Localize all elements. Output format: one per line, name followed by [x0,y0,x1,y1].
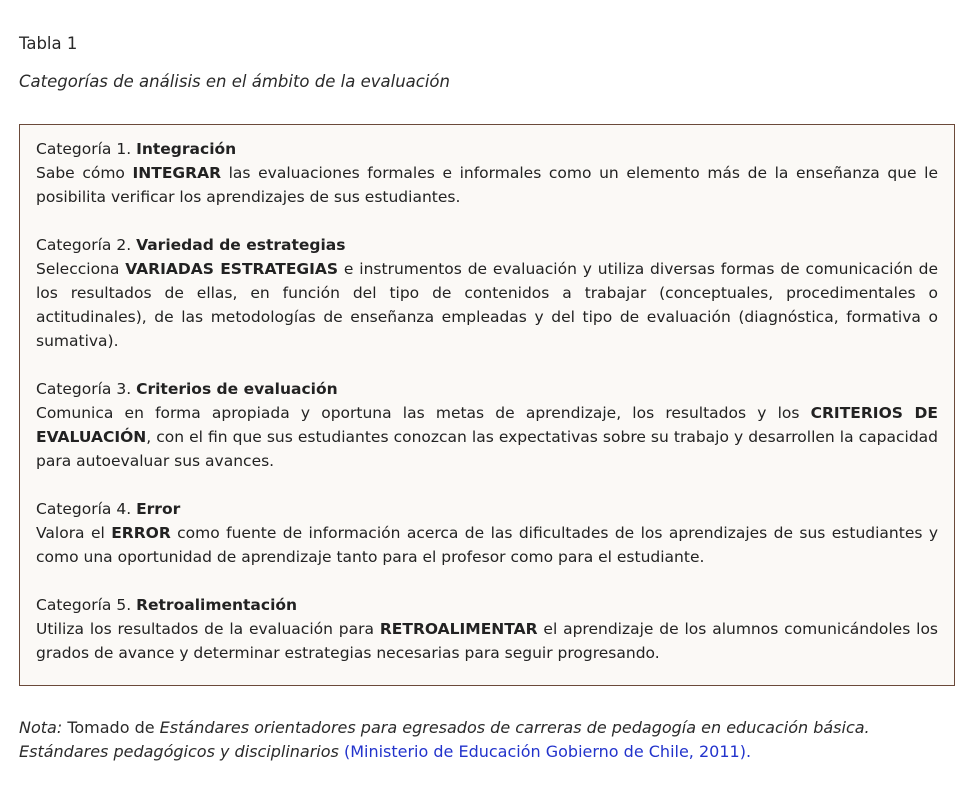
category-prefix: Categoría 4. [36,500,137,518]
description-text: Selecciona [36,260,126,278]
description-keyword: CRITERIOS DE EVALUACIÓN [36,404,938,446]
category-prefix: Categoría 1. [36,140,137,158]
category-name: Integración [136,140,237,158]
description-text: Valora el [36,524,112,542]
description-text: el aprendizaje de los alumnos comunicándoles los grados de avance y determinar estrategias necesarias para seguir progresando. [36,620,938,662]
table-note [19,716,959,764]
category-description [36,161,938,209]
category-name: Criterios de evaluación [136,380,338,398]
description-keyword: INTEGRAR [132,164,222,182]
categories-box [19,124,955,686]
category-3 [36,377,938,473]
category-heading [36,377,938,401]
category-heading [36,497,938,521]
category-name: Variedad de estrategias [136,236,346,254]
category-prefix: Categoría 2. [36,236,137,254]
description-keyword: RETROALIMENTAR [379,620,538,638]
category-5 [36,593,938,665]
category-heading [36,233,938,257]
category-description [36,401,938,473]
description-text: Utiliza los resultados de la evaluación para [36,620,380,638]
category-2 [36,233,938,353]
description-keyword: VARIADAS ESTRATEGIAS [125,260,339,278]
category-4 [36,497,938,569]
note-source-title: Estándares orientadores para egresados de carreras de pedagogía en educación básica. Estándares pedagógicos y disciplinarios [19,718,870,761]
citation-link[interactable]: (Ministerio de Educación Gobierno de Chile, 2011). [338,742,752,761]
description-text: las evaluaciones formales e informales como un elemento más de la enseñanza que le posibilita verificar los aprendizajes de sus estudiantes. [36,164,938,206]
description-keyword: ERROR [111,524,171,542]
category-description [36,521,938,569]
description-text: , con el fin que sus estudiantes conozcan las expectativas sobre su trabajo y desarrollen la capacidad para autoevaluar sus avances. [36,428,938,470]
category-description [36,257,938,353]
category-name: Error [136,500,181,518]
description-text: Sabe cómo [36,164,133,182]
table-label: Tabla 1 [19,34,78,53]
note-text: Tomado de [62,718,160,737]
table-title: Categorías de análisis en el ámbito de la evaluación [19,72,450,91]
description-text: como fuente de información acerca de las dificultades de los aprendizajes de sus estudiantes y como una oportunidad de aprendizaje tanto para el profesor como para el estudiante. [36,524,938,566]
description-text: Comunica en forma apropiada y oportuna las metas de aprendizaje, los resultados y los [36,404,811,422]
category-heading [36,137,938,161]
category-heading [36,593,938,617]
note-label: Nota: [19,718,63,737]
category-prefix: Categoría 5. [36,596,137,614]
category-prefix: Categoría 3. [36,380,137,398]
category-name: Retroalimentación [136,596,298,614]
category-1 [36,137,938,209]
category-description [36,617,938,665]
description-text: e instrumentos de evaluación y utiliza diversas formas de comunicación de los resultados de ellas, en función del tipo de contenidos a trabajar (conceptuales, procedimentales o actitudinales), de las metodologías de enseñanza empleadas y del tipo de evaluación (diagnóstica, formativa o sumativa). [36,260,938,350]
